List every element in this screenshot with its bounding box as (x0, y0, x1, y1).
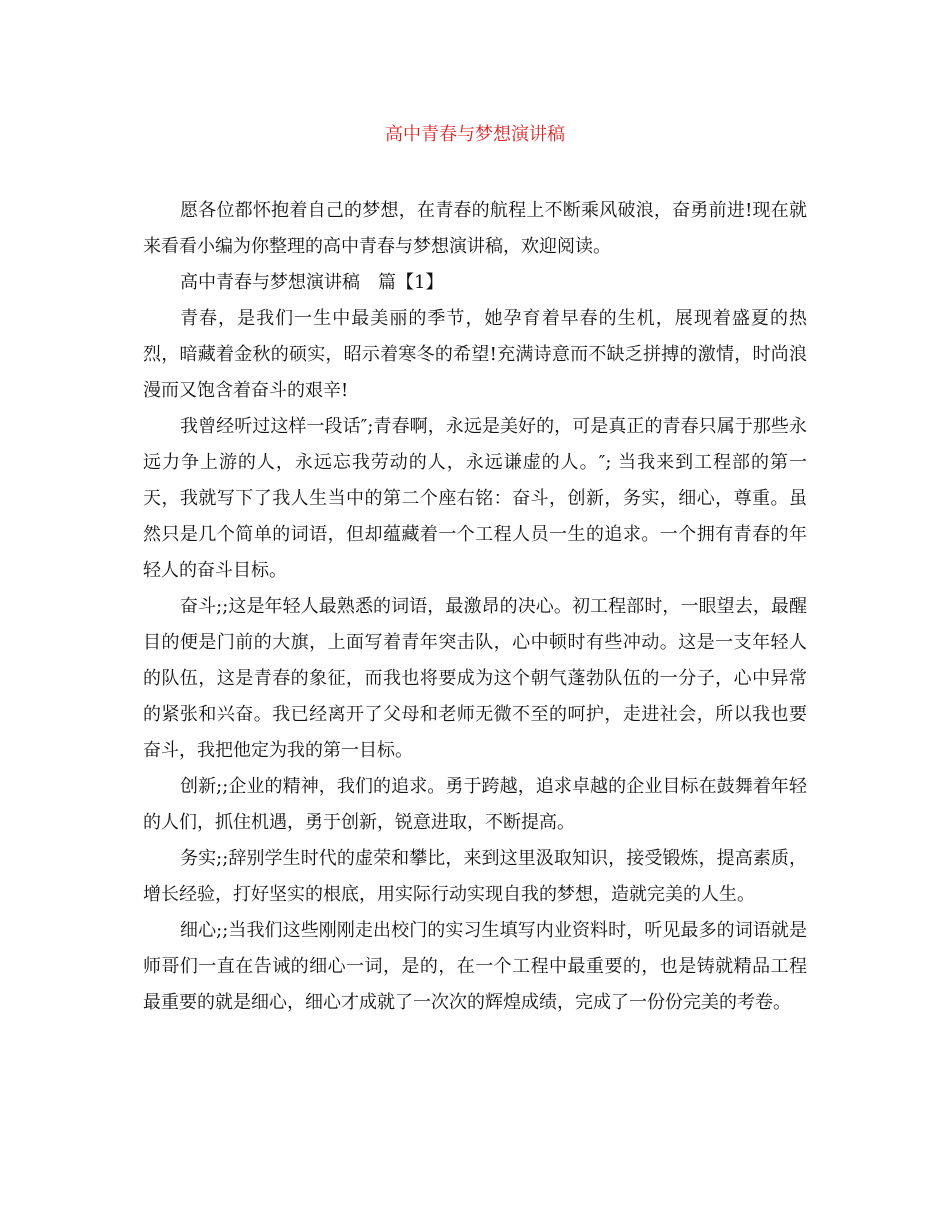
intro-paragraph: 愿各位都怀抱着自己的梦想，在青春的航程上不断乘风破浪，奋勇前进!现在就来看看小编为你整理的高中青春与梦想演讲稿，欢迎阅读。 (143, 200, 807, 257)
paragraph-motto: 我曾经听过这样一段话″;青春啊，永远是美好的，可是真正的青春只属于那些永远力争上游的人，永远忘我劳动的人，永远谦虚的人。″; 当我来到工程部的第一天，我就写下了我人生当中的第二个座右铭：奋斗，创新，务实，细心，尊重。虽然只是几个简单的词语，但却蕴藏着一个工程人员一生的追求。一个拥有青春的年轻人的奋斗目标。 (143, 416, 807, 581)
section-heading-number: 篇【1】 (378, 272, 444, 293)
paragraph-pragmatism: 务实;;辞别学生时代的虚荣和攀比，来到这里汲取知识，接受锻炼，提高素质，增长经验，打好坚实的根底，用实际行动实现自我的梦想，造就完美的人生。 (143, 848, 807, 905)
section-heading-title: 高中青春与梦想演讲稿 (180, 272, 360, 293)
paragraph-innovation: 创新;;企业的精神，我们的追求。勇于跨越，追求卓越的企业目标在鼓舞着年轻的人们，抓住机遇，勇于创新，锐意进取，不断提高。 (143, 776, 807, 833)
document-title: 高中青春与梦想演讲稿 (385, 124, 565, 145)
paragraph-carefulness: 细心;;当我们这些刚刚走出校门的实习生填写内业资料时，听见最多的词语就是师哥们一直在告诫的细心一词，是的，在一个工程中最重要的，也是铸就精品工程最重要的就是细心，细心才成就了一次次的辉煌成绩，完成了一份份完美的考卷。 (143, 920, 807, 1013)
paragraph-struggle: 奋斗;;这是年轻人最熟悉的词语，最激昂的决心。初工程部时，一眼望去，最醒目的便是门前的大旗，上面写着青年突击队，心中顿时有些冲动。这是一支年轻人的队伍，这是青春的象征，而我也将要成为这个朝气蓬勃队伍的一分子，心中异常的紧张和兴奋。我已经离开了父母和老师无微不至的呵护，走进社会，所以我也要奋斗，我把他定为我的第一目标。 (143, 596, 807, 761)
paragraph-youth: 青春，是我们一生中最美丽的季节，她孕育着早春的生机，展现着盛夏的热烈，暗藏着金秋的硕实，昭示着寒冬的希望!充满诗意而不缺乏拼搏的激情，时尚浪漫而又饱含着奋斗的艰辛! (143, 308, 807, 401)
document-body (143, 193, 807, 1021)
section-heading (143, 265, 807, 301)
